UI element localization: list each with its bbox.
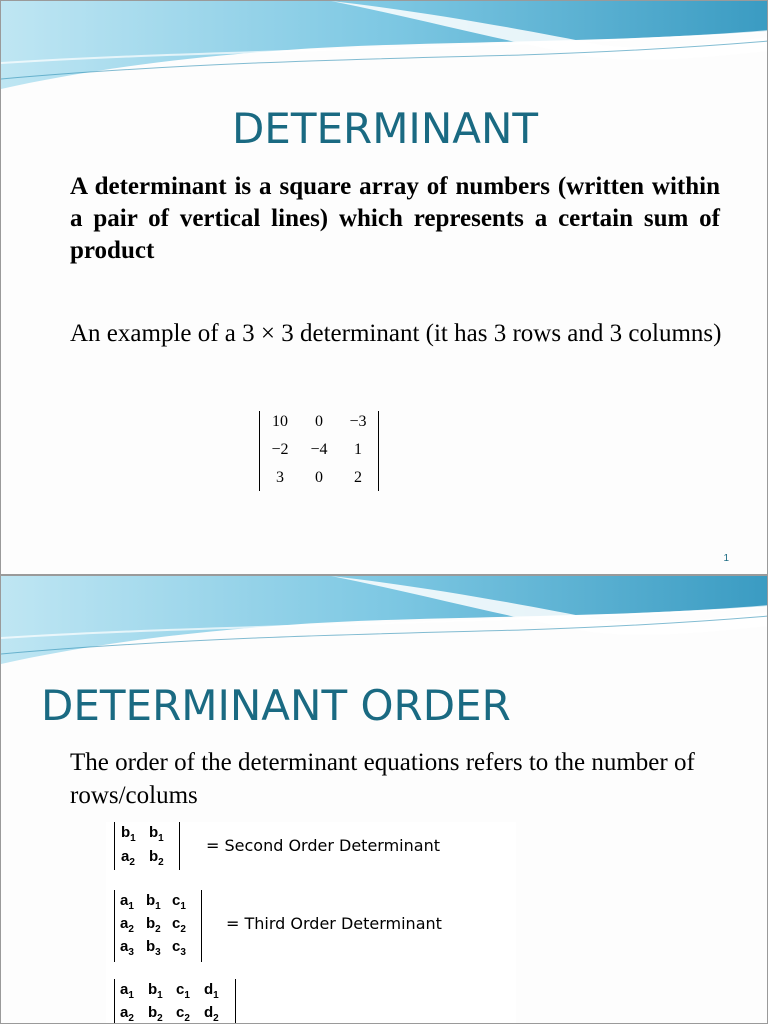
det-entry: $c_1$ xyxy=(172,892,186,912)
example-matrix xyxy=(259,411,379,491)
matrix-cell: 1 xyxy=(354,441,362,458)
slide-title: DETERMINANT ORDER xyxy=(41,681,511,730)
fourth-order-determinant xyxy=(114,979,236,1024)
det-entry: $a_2$ xyxy=(121,848,135,868)
det-entry: $c_2$ xyxy=(176,1004,190,1024)
det-entry: $a_3$ xyxy=(120,938,134,958)
det-entry: $b_2$ xyxy=(149,848,164,868)
matrix-cell: 2 xyxy=(354,469,362,486)
example-text: An example of a 3 × 3 determinant (it has 3 rows and 3 columns) xyxy=(70,320,722,347)
definition-text: A determinant is a square array of numbers (written within a pair of vertical lines) which represents a certain sum of product xyxy=(70,173,720,264)
det-entry: $b_3$ xyxy=(146,938,161,958)
det-entry: $c_2$ xyxy=(172,915,186,935)
det-entry: $d_1$ xyxy=(204,981,219,1001)
wave-banner xyxy=(1,576,768,671)
det-entry: $b_2$ xyxy=(148,1004,163,1024)
second-order-label: = Second Order Determinant xyxy=(206,836,440,855)
matrix-cell: −2 xyxy=(271,441,289,458)
matrix-cell: −4 xyxy=(310,441,328,458)
det-entry: $a_2$ xyxy=(120,1004,134,1024)
det-entry: $b_1$ xyxy=(121,824,136,844)
det-entry: $b_1$ xyxy=(148,981,163,1001)
matrix-cell: −3 xyxy=(349,413,367,430)
slide-title: DETERMINANT xyxy=(231,104,539,153)
page-number: 1 xyxy=(723,553,729,564)
det-entry: $a_1$ xyxy=(120,981,134,1001)
matrix-cell: 10 xyxy=(272,413,288,430)
matrix-cell: 3 xyxy=(276,469,284,486)
determinant-order-figure xyxy=(106,822,516,1024)
det-entry: $b_2$ xyxy=(146,915,161,935)
third-order-label: = Third Order Determinant xyxy=(226,914,442,933)
det-entry: $b_1$ xyxy=(149,824,164,844)
det-entry: $d_2$ xyxy=(204,1004,219,1024)
det-entry: $c_3$ xyxy=(172,938,186,958)
matrix-cell: 0 xyxy=(315,469,323,486)
second-order-determinant xyxy=(114,822,180,870)
det-entry: $a_2$ xyxy=(120,915,134,935)
slide-2 xyxy=(0,575,768,1024)
order-text: The order of the determinant equations refers to the number of rows/colums xyxy=(70,749,695,809)
matrix-cell: 0 xyxy=(315,413,323,430)
wave-banner xyxy=(1,1,768,96)
det-entry: $c_1$ xyxy=(176,981,190,1001)
det-entry: $b_1$ xyxy=(146,892,161,912)
third-order-determinant xyxy=(114,890,202,962)
det-entry: $a_1$ xyxy=(120,892,134,912)
